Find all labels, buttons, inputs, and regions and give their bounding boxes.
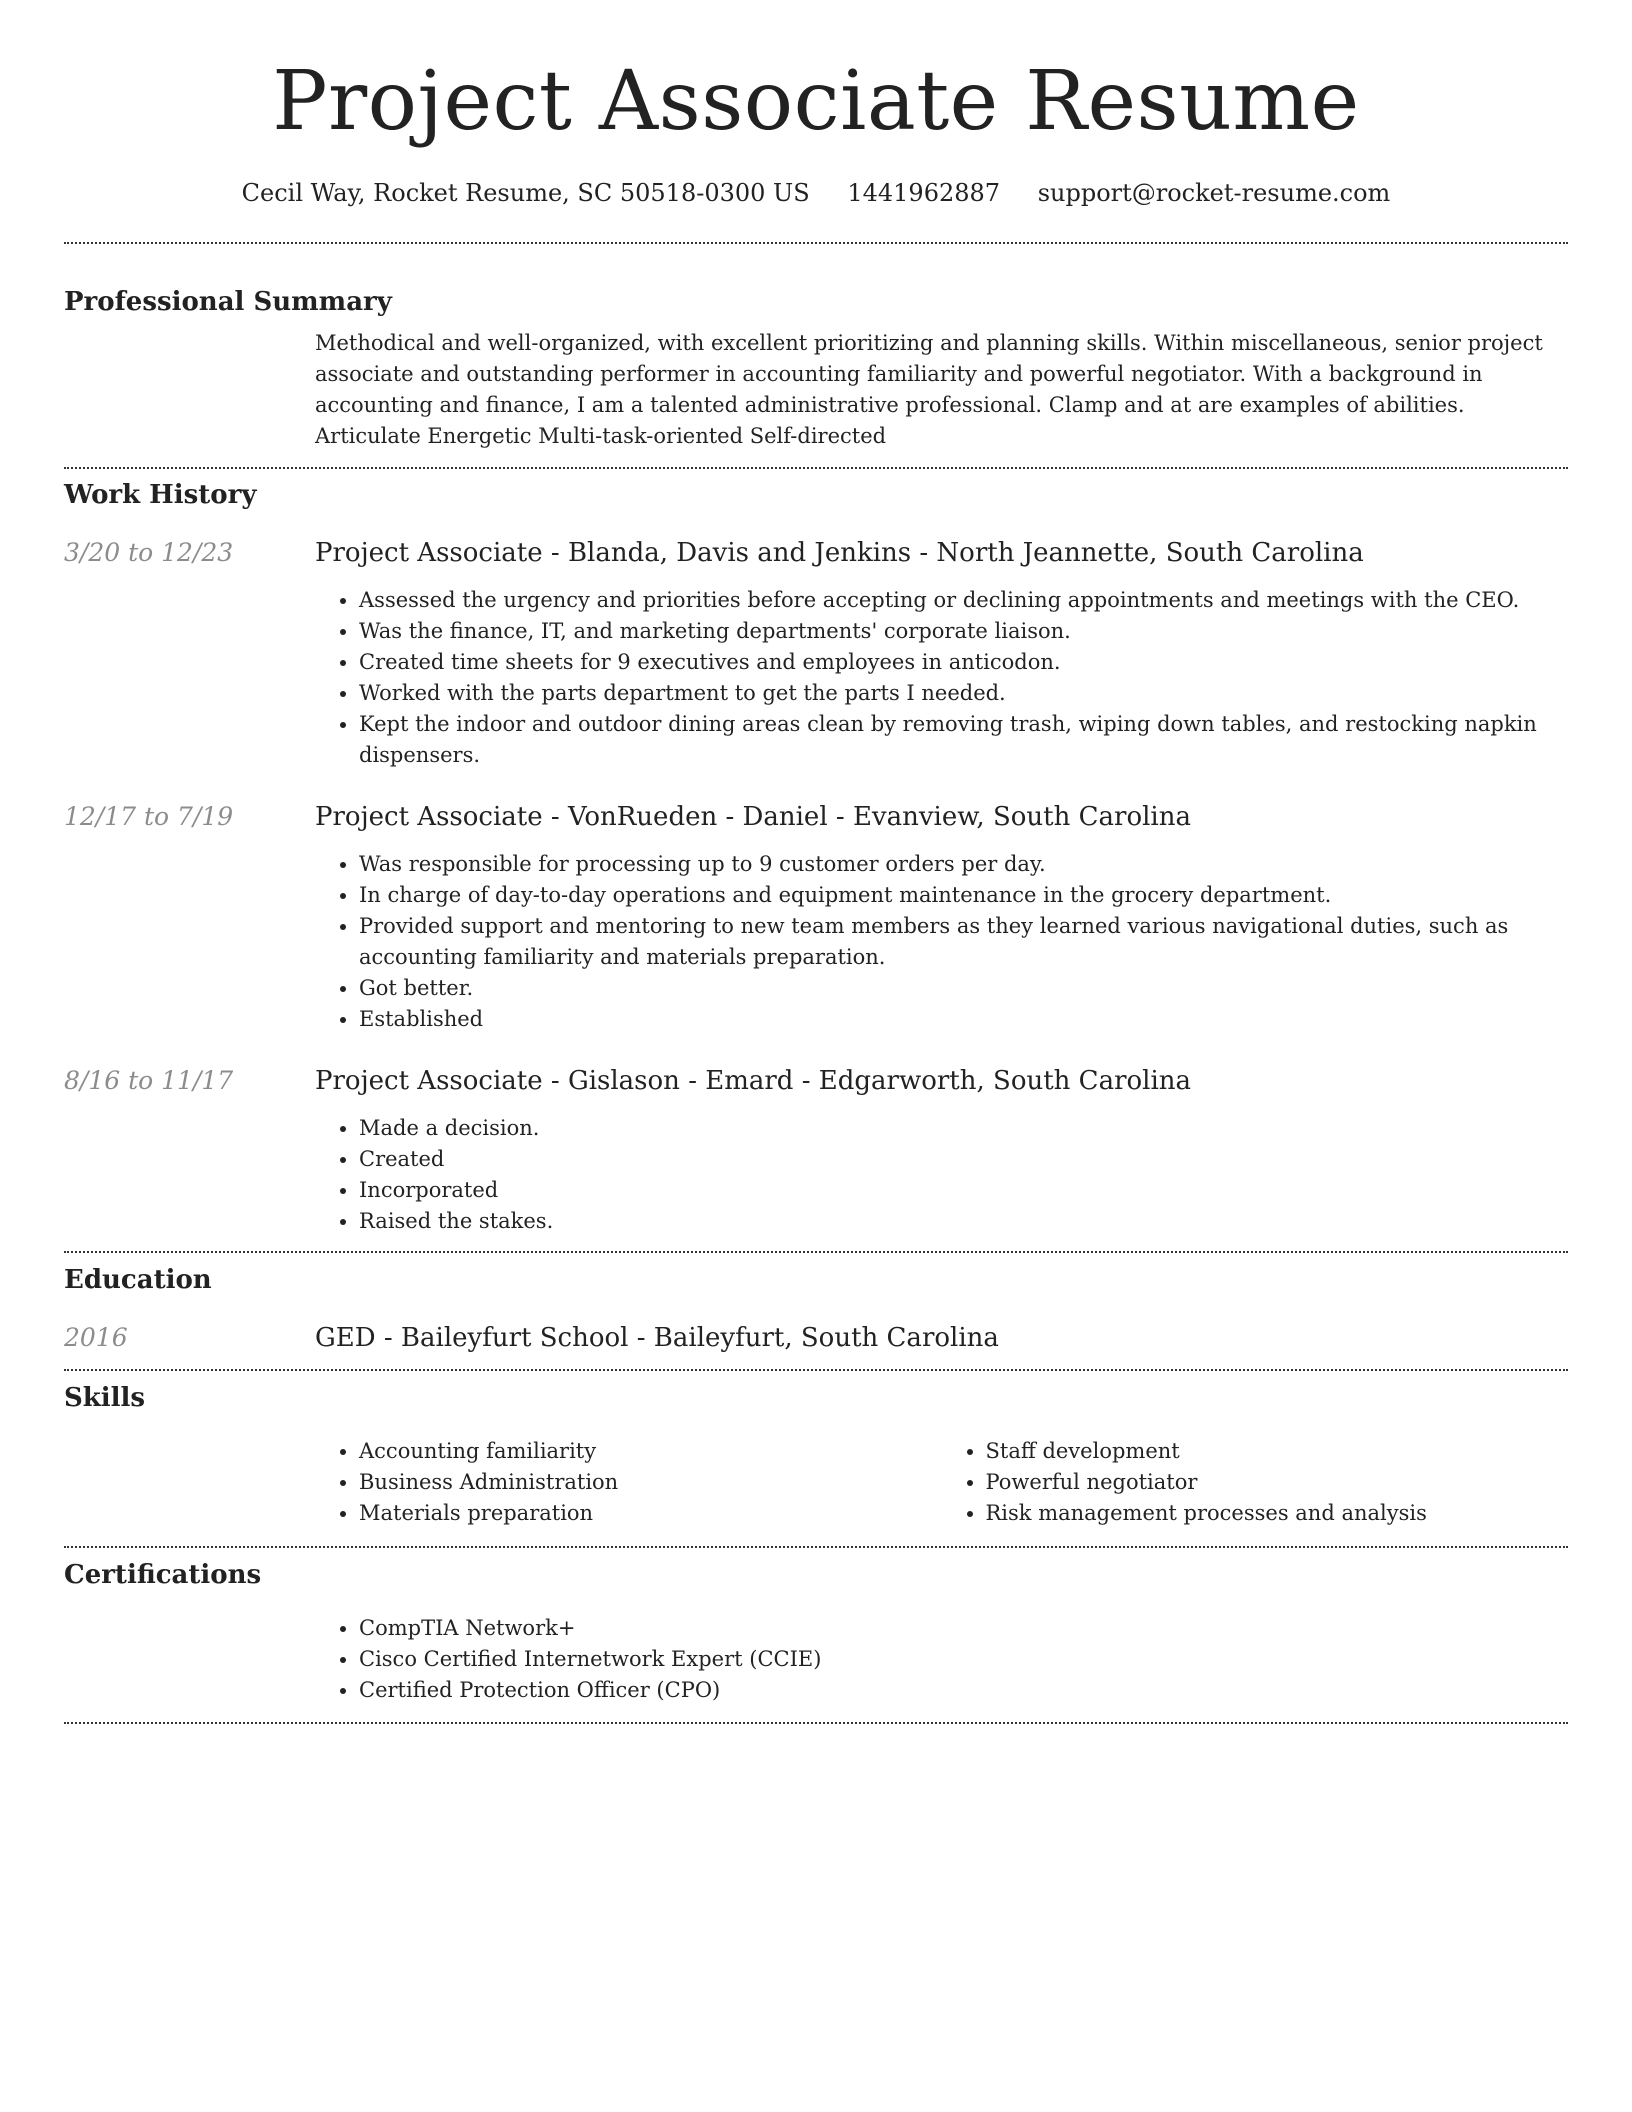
work-history-section bbox=[64, 479, 1568, 1237]
certifications-body bbox=[315, 1613, 1568, 1706]
skills-list-right bbox=[942, 1436, 1569, 1529]
summary-section bbox=[64, 286, 1568, 452]
certifications-section bbox=[64, 1559, 1568, 1706]
education-heading: Education bbox=[64, 1265, 212, 1295]
job-title: Project Associate - Gislason - Emard - Edgarworth, South Carolina bbox=[315, 1066, 1192, 1096]
job-bullet: • Made a decision. bbox=[359, 1113, 1568, 1144]
certifications-list bbox=[315, 1613, 1568, 1706]
job-bullet: • In charge of day-to-day operations and equipment maintenance in the grocery department. bbox=[359, 880, 1568, 911]
contact-email: support@rocket-resume.com bbox=[1037, 179, 1391, 207]
header-divider bbox=[64, 242, 1568, 244]
job-bullet: • Provided support and mentoring to new team members as they learned various navigational duties, such as accounting familiarity and materials preparation. bbox=[359, 911, 1568, 973]
skills-section bbox=[64, 1382, 1568, 1529]
job-bullet: • Assessed the urgency and priorities before accepting or declining appointments and meetings with the CEO. bbox=[359, 585, 1568, 616]
job-bullet: • Was the finance, IT, and marketing departments' corporate liaison. bbox=[359, 616, 1568, 647]
education-divider bbox=[64, 1369, 1568, 1371]
job-bullets bbox=[315, 585, 1568, 771]
job-entry bbox=[64, 1065, 1568, 1237]
job-details bbox=[315, 585, 1568, 771]
skill-item: • Materials preparation bbox=[359, 1498, 942, 1529]
job-bullet: • Kept the indoor and outdoor dining areas clean by removing trash, wiping down tables, and restocking napkin dispensers. bbox=[359, 709, 1568, 771]
certifications-divider bbox=[64, 1722, 1568, 1724]
contact-line bbox=[64, 178, 1568, 208]
summary-heading: Professional Summary bbox=[64, 287, 392, 317]
job-dates: 8/16 to 11/17 bbox=[64, 1066, 234, 1095]
skill-item: • Staff development bbox=[986, 1436, 1569, 1467]
job-entry bbox=[64, 801, 1568, 1035]
job-header bbox=[64, 537, 1568, 569]
skill-item: • Risk management processes and analysis bbox=[986, 1498, 1569, 1529]
certification-item: • CompTIA Network+ bbox=[359, 1613, 1568, 1644]
summary-text: Methodical and well-organized, with excellent prioritizing and planning skills. Within miscellaneous, senior project associate and outstanding performer in accounting familiarity and powerful negotiator. With a background in accounting and finance, I am a talented administrative professional. Clamp and at are examples of abilities. Articulate Energetic Multi-task-oriented Self-directed bbox=[315, 331, 1543, 448]
education-entry bbox=[64, 1322, 1568, 1354]
job-dates: 3/20 to 12/23 bbox=[64, 538, 234, 567]
education-section bbox=[64, 1264, 1568, 1354]
skills-list-left bbox=[315, 1436, 942, 1529]
job-bullet: • Got better. bbox=[359, 973, 1568, 1004]
job-header bbox=[64, 801, 1568, 833]
job-bullet: • Incorporated bbox=[359, 1175, 1568, 1206]
certification-item: • Cisco Certified Internetwork Expert (CCIE) bbox=[359, 1644, 1568, 1675]
job-header bbox=[64, 1065, 1568, 1097]
skills-grid bbox=[315, 1436, 1568, 1529]
job-title: Project Associate - VonRueden - Daniel - Evanview, South Carolina bbox=[315, 802, 1191, 832]
contact-phone: 1441962887 bbox=[847, 179, 1001, 207]
summary-body bbox=[315, 328, 1568, 452]
job-bullet: • Raised the stakes. bbox=[359, 1206, 1568, 1237]
certifications-heading: Certifications bbox=[64, 1560, 262, 1590]
skill-item: • Accounting familiarity bbox=[359, 1436, 942, 1467]
skills-divider bbox=[64, 1546, 1568, 1548]
contact-address: Cecil Way, Rocket Resume, SC 50518-0300 US bbox=[241, 179, 810, 207]
job-title: Project Associate - Blanda, Davis and Jenkins - North Jeannette, South Carolina bbox=[315, 538, 1364, 568]
skill-item: • Powerful negotiator bbox=[986, 1467, 1569, 1498]
job-dates: 12/17 to 7/19 bbox=[64, 802, 234, 831]
skills-heading: Skills bbox=[64, 1383, 146, 1413]
work-history-heading: Work History bbox=[64, 480, 257, 510]
certification-item: • Certified Protection Officer (CPO) bbox=[359, 1675, 1568, 1706]
job-details bbox=[315, 849, 1568, 1035]
job-bullet: • Created time sheets for 9 executives and employees in anticodon. bbox=[359, 647, 1568, 678]
job-bullet: • Worked with the parts department to get the parts I needed. bbox=[359, 678, 1568, 709]
skill-item: • Business Administration bbox=[359, 1467, 942, 1498]
summary-divider bbox=[64, 467, 1568, 469]
job-bullets bbox=[315, 849, 1568, 1035]
job-bullets bbox=[315, 1113, 1568, 1237]
work-divider bbox=[64, 1251, 1568, 1253]
education-year: 2016 bbox=[64, 1323, 128, 1352]
job-details bbox=[315, 1113, 1568, 1237]
job-bullet: • Was responsible for processing up to 9 customer orders per day. bbox=[359, 849, 1568, 880]
resume-title: Project Associate Resume bbox=[272, 54, 1360, 149]
job-entry bbox=[64, 537, 1568, 771]
education-title: GED - Baileyfurt School - Baileyfurt, South Carolina bbox=[315, 1323, 999, 1353]
job-bullet: • Created bbox=[359, 1144, 1568, 1175]
job-bullet: • Established bbox=[359, 1004, 1568, 1035]
